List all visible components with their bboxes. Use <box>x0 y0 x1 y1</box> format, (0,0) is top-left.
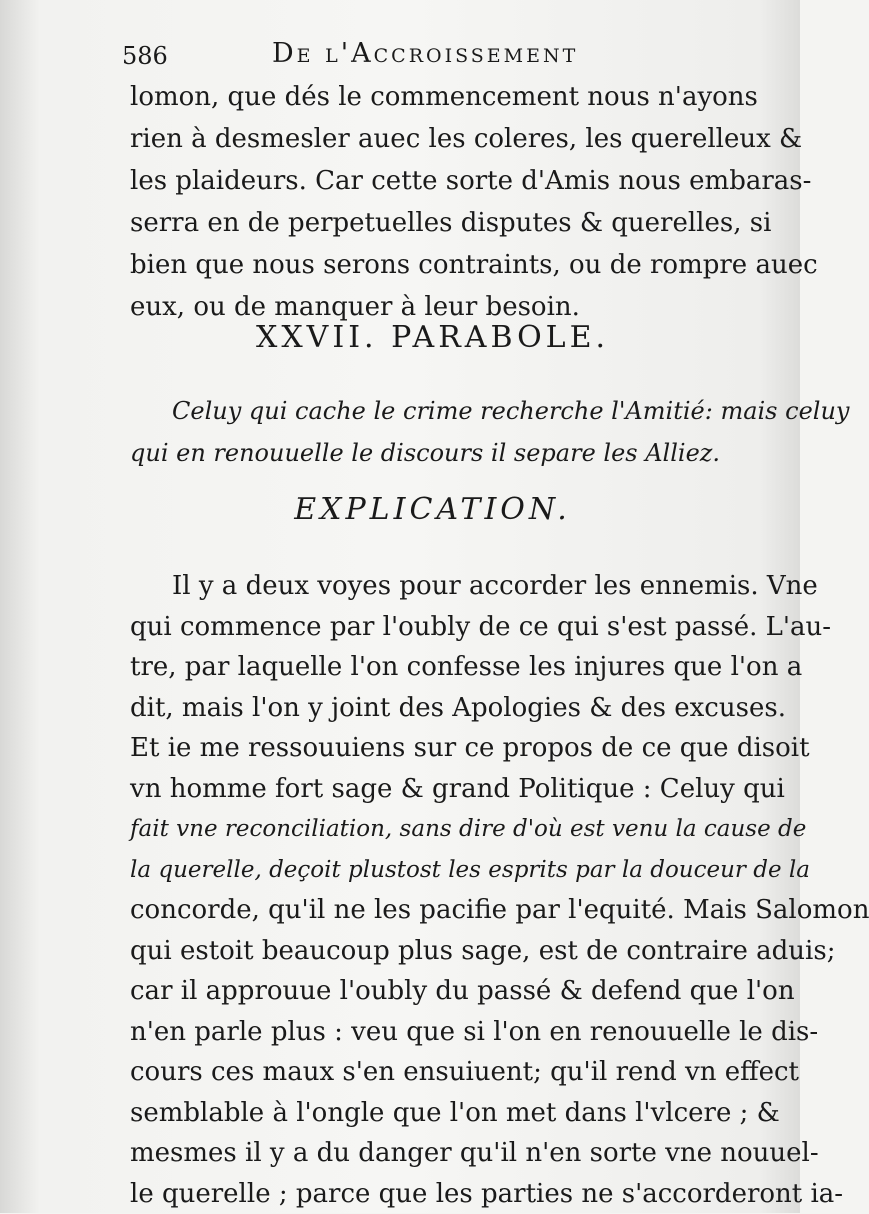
text-line: Celuy qui cache le crime recherche l'Amitié: mais celuy <box>130 390 735 432</box>
text-line: car il approuue l'oubly du passé & defend que l'on <box>130 971 735 1012</box>
text-line: Et ie me ressouuiens sur ce propos de ce que disoit <box>130 728 735 769</box>
text-line: serra en de perpetuelles disputes & querelles, si <box>130 202 735 244</box>
text-line: mesmes il y a du danger qu'il n'en sorte vne nouuel- <box>130 1133 735 1174</box>
text-line: cours ces maux s'en ensuiuent; qu'il rend vn effect <box>130 1052 735 1093</box>
text-line: tre, par laquelle l'on confesse les injures que l'on a <box>130 647 735 688</box>
parabole-heading: XXVII. PARABOLE. <box>130 320 735 355</box>
text-line: n'en parle plus : veu que si l'on en renouuelle le dis- <box>130 1012 735 1053</box>
text-line: qui en renouuelle le discours il separe les Alliez. <box>130 432 735 474</box>
page-number: 586 <box>122 42 168 70</box>
text-line: concorde, qu'il ne les pacifie par l'equité. Mais Salomon <box>130 890 735 931</box>
text-line: les plaideurs. Car cette sorte d'Amis nous embaras- <box>130 160 735 202</box>
explication-heading: EXPLICATION. <box>130 492 735 527</box>
text-line: qui estoit beaucoup plus sage, est de contraire aduis; <box>130 931 735 972</box>
text-line: rien à desmesler auec les coleres, les querelleux & <box>130 118 735 160</box>
intro-paragraph <box>130 76 735 328</box>
text-line: Il y a deux voyes pour accorder les ennemis. Vne <box>130 566 735 607</box>
text-line: semblable à l'ongle que l'on met dans l'vlcere ; & <box>130 1093 735 1134</box>
text-line: qui commence par l'oubly de ce qui s'est passé. L'au- <box>130 607 735 648</box>
parabole-text <box>130 390 735 474</box>
explication-paragraph <box>130 566 735 1214</box>
text-line: eux, ou de manquer à leur besoin. <box>130 286 735 328</box>
text-line: le querelle ; parce que les parties ne s'accorderont ia- <box>130 1174 735 1214</box>
text-line: la querelle, deçoit plustost les esprits par la douceur de la <box>130 850 735 891</box>
text-line: fait vne reconciliation, sans dire d'où est venu la cause de <box>130 809 735 850</box>
running-head-title: De l'Accroissement <box>272 38 578 69</box>
text-line: dit, mais l'on y joint des Apologies & des excuses. <box>130 688 735 729</box>
text-line: vn homme fort sage & grand Politique : Celuy qui <box>130 769 735 810</box>
text-line: bien que nous serons contraints, ou de rompre auec <box>130 244 735 286</box>
text-line: lomon, que dés le commencement nous n'ayons <box>130 76 735 118</box>
running-head <box>122 38 742 78</box>
